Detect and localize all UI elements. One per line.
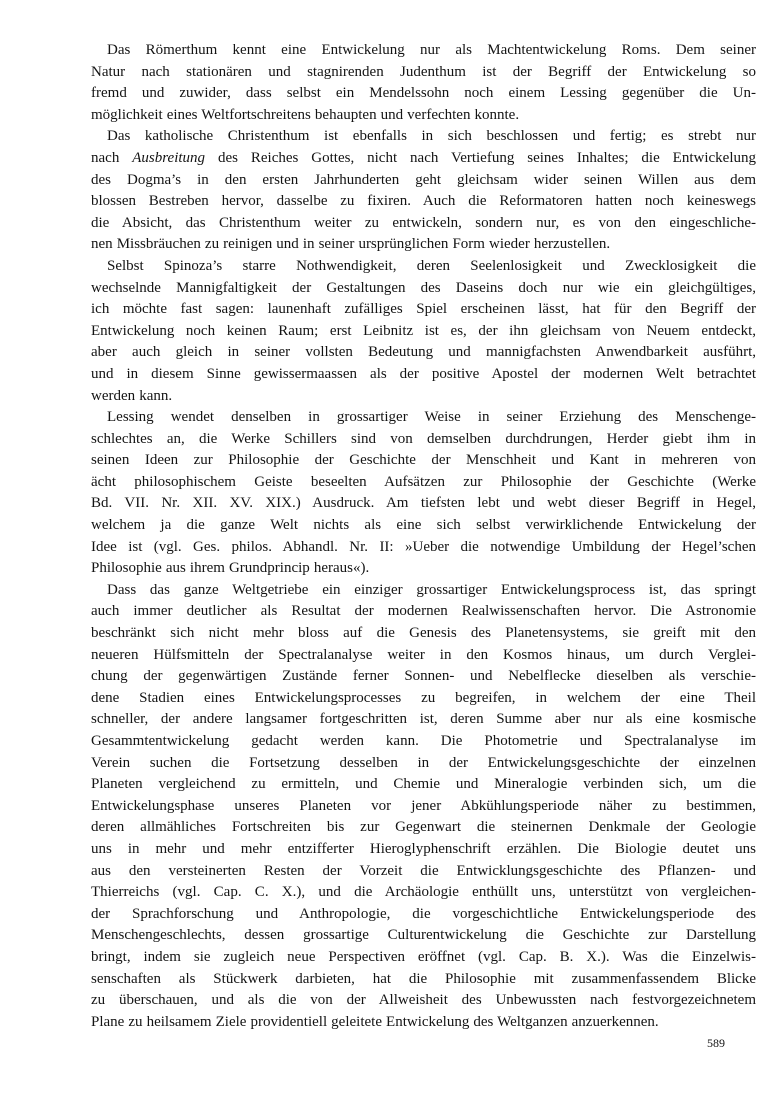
text-line: Planeten vergleichend zu ermitteln, und Chemie und Mineralogie verbinden sich, um die <box>91 776 756 793</box>
text-line: Entwickelungsphase unseres Planeten vor jener Abkühlungsperiode näher zu bestimmen, <box>91 797 756 814</box>
text-line: der Sprachforschung und Anthropologie, die vorgeschichtliche Entwickelungsperiode des <box>91 905 756 922</box>
text-line: neueren Hülfsmitteln der Spectralanalyse weiter in den Kosmos hinaus, um durch Verglei- <box>91 646 756 663</box>
text-line: nach Ausbreitung des Reiches Gottes, nicht nach Vertiefung seines Inhaltes; die Entwickelung <box>91 149 756 166</box>
text-line: blossen Bestreben hervor, dasselbe zu fixiren. Auch die Reformatoren hatten noch keineswegs <box>91 193 756 210</box>
text-line: chung der gegenwärtigen Zustände ferner Sonnen- und Nebelflecke dieselben als verschie- <box>91 668 756 685</box>
text-line: Das Römerthum kennt eine Entwickelung nur als Machtentwickelung Roms. Dem seiner <box>107 42 756 58</box>
text-line: Thierreichs (vgl. Cap. C. X.), und die Archäologie enthüllt uns, unterstützt von vergleichen- <box>91 884 756 901</box>
text-line: deren allmähliches Fortschreiten bis zur Gegenwart die steinernen Denkmale der Geologie <box>91 819 756 836</box>
text-line: auch immer deutlicher als Resultat der modernen Realwissenschaften hervor. Die Astronomie <box>91 603 756 620</box>
text-line: Dass das ganze Weltgetriebe ein einziger grossartiger Entwickelungsprocess ist, das springt <box>107 581 756 598</box>
text-line: ich möchte fast sagen: launenhaft zufälliges Spiel erscheinen lässt, hat für den Begriff der <box>91 301 756 318</box>
text-line: aus den versteinerten Resten der Vorzeit die Entwicklungsgeschichte des Pflanzen- und <box>91 862 756 879</box>
text-line: ächt philosophischem Geiste beseelten Aufsätzen zur Philosophie der Geschichte (Werke <box>91 473 756 490</box>
paragraph <box>91 407 756 580</box>
text-line: werden kann. <box>91 387 173 404</box>
page-number: 589 <box>707 1036 725 1050</box>
text-line: schneller, der andere langsamer fortgeschritten ist, deren Summe aber nur als eine kosmische <box>91 711 756 728</box>
paragraph <box>91 40 756 126</box>
text-line: schlechtes an, die Werke Schillers sind von demselben durchdrungen, Herder giebt ihm in <box>91 430 756 447</box>
text-line: wechselnde Mannigfaltigkeit der Gestaltungen des Daseins doch nur wie ein gleichgültiges, <box>91 279 756 296</box>
text-line: Plane zu heilsamem Ziele providentiell geleitete Entwickelung des Weltganzen anzuerkennen. <box>91 1013 659 1030</box>
text-line: Natur nach stationären und stagnirenden Judenthum ist der Begriff der Entwickelung so <box>91 63 756 80</box>
paragraph <box>91 126 756 256</box>
text-line: Philosophie aus ihrem Grundprincip heraus«). <box>91 560 370 577</box>
text-line: möglichkeit eines Weltfortschreitens behaupten und verfechten konnte. <box>91 106 520 123</box>
text-block <box>91 40 756 1033</box>
text-line: aber auch gleich in seiner vollsten Bedeutung und mannigfachsten Anwendbarkeit ausführt, <box>91 344 756 361</box>
text-line: nen Missbräuchen zu reinigen und in seiner ursprünglichen Form wieder herzustellen. <box>91 236 611 253</box>
text-line: dene Stadien eines Entwickelungsprocesses zu begreifen, in welchem der eine Theil <box>91 689 756 706</box>
text-line: Idee ist (vgl. Ges. philos. Abhandl. Nr. II: »Ueber die notwendige Umbildung der Hegel’schen <box>91 538 756 555</box>
text-line: des Dogma’s in den ersten Jahrhunderten geht gleichsam wider seinen Willen aus dem <box>91 171 756 188</box>
text-line: beschränkt sich nicht mehr bloss auf die Genesis des Planetensystems, sie greift mit den <box>91 625 756 642</box>
text-line: Gesammtentwickelung gedacht werden kann. Die Photometrie und Spectralanalyse im <box>91 733 756 749</box>
text-line: Verein suchen die Fortsetzung desselben in der Entwickelungsgeschichte der einzelnen <box>91 754 756 771</box>
text-line: und in diesem Sinne gewissermaassen als der positive Apostel der modernen Welt betrachtet <box>91 365 756 382</box>
text-line: die Absicht, das Christenthum weiter zu entwickeln, sondern nur, es von den eingeschliche- <box>91 214 756 231</box>
text-line: Bd. VII. Nr. XII. XV. XIX.) Ausdruck. Am tiefsten lebt und webt dieser Begriff in Hegel, <box>91 495 756 512</box>
text-line: zu überschauen, und als die von der Allweisheit des Unbewussten nach festvorgezeichnetem <box>91 992 756 1009</box>
text-line: bringt, indem sie zugleich neue Perspectiven eröffnet (vgl. Cap. B. X.). Was die Einzelwis- <box>91 948 756 965</box>
text-line: Menschengeschlechts, dessen grossartige Culturentwickelung die Geschichte zur Darstellung <box>91 927 756 944</box>
text-line: Entwickelung noch keinen Raum; erst Leibnitz ist es, der ihn gleichsam von Neuem entdeckt, <box>91 322 756 339</box>
text-line: welchem ja die ganze Welt nichts als eine sich selbst verwirklichende Entwickelung der <box>91 517 756 534</box>
text-line: seinen Ideen zur Philosophie der Geschichte der Menschheit und Kant in mehreren von <box>91 452 756 469</box>
text-line: senschaften als Stückwerk darbieten, hat die Philosophie mit zusammenfassendem Blicke <box>91 970 756 987</box>
text-line: Lessing wendet denselben in grossartiger Weise in seiner Erziehung des Menschenge- <box>107 409 756 426</box>
paragraph <box>91 256 756 407</box>
paragraph <box>91 580 756 1033</box>
text-line: uns in mehr und mehr entzifferter Hieroglyphenschrift erzählen. Die Biologie deutet uns <box>91 840 756 857</box>
text-line: Selbst Spinoza’s starre Nothwendigkeit, deren Seelenlosigkeit und Zwecklosigkeit die <box>107 257 756 274</box>
text-line: fremd und zuwider, dass selbst ein Mendelssohn noch einem Lessing gegenüber die Un- <box>91 85 756 102</box>
text-line: Das katholische Christenthum ist ebenfalls in sich beschlossen und fertig; es strebt nur <box>107 128 756 145</box>
